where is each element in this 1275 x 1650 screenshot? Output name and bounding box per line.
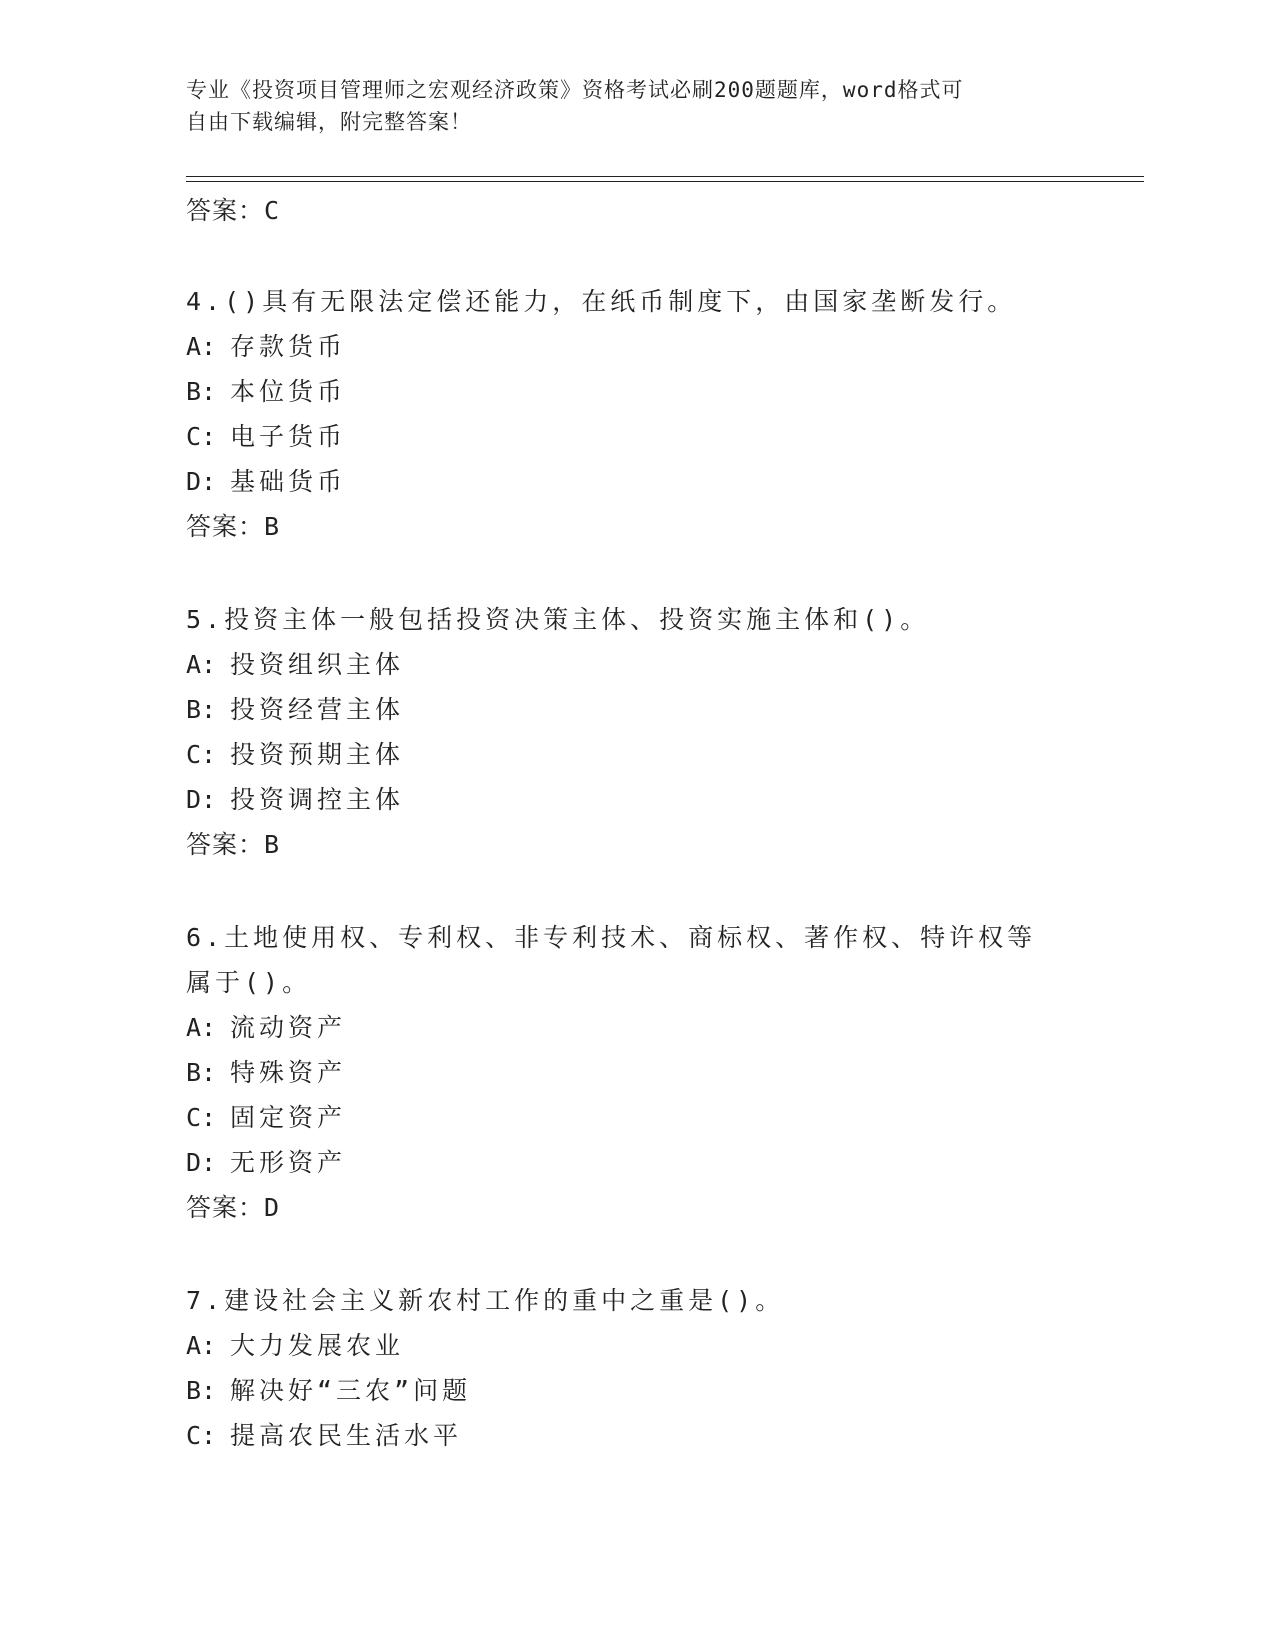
option-b: B: 解决好“三农”问题 <box>186 1376 472 1405</box>
option-a: A: 流动资产 <box>186 1013 347 1042</box>
option-c: C: 固定资产 <box>186 1103 347 1132</box>
question-4 <box>186 279 1086 549</box>
option-b: B: 投资经营主体 <box>186 695 405 724</box>
answer: 答案：B <box>186 830 281 859</box>
header-line-2: 自由下载编辑，附完整答案！ <box>186 110 472 134</box>
option-b: B: 特殊资产 <box>186 1058 347 1087</box>
header-divider-bottom <box>186 181 1144 182</box>
option-d: D: 无形资产 <box>186 1148 347 1177</box>
question-6 <box>186 915 1086 1230</box>
option-a: A: 存款货币 <box>186 332 347 361</box>
option-d: D: 基础货币 <box>186 467 347 496</box>
option-c: C: 电子货币 <box>186 422 347 451</box>
question-text: 7.建设社会主义新农村工作的重中之重是()。 <box>186 1286 785 1315</box>
question-text: 5.投资主体一般包括投资决策主体、投资实施主体和()。 <box>186 605 930 634</box>
option-c: C: 投资预期主体 <box>186 740 405 769</box>
option-a: A: 大力发展农业 <box>186 1331 405 1360</box>
option-a: A: 投资组织主体 <box>186 650 405 679</box>
question-text: 6.土地使用权、专利权、非专利技术、商标权、著作权、特许权等属于()。 <box>186 923 1037 997</box>
option-c: C: 提高农民生活水平 <box>186 1421 463 1450</box>
option-b: B: 本位货币 <box>186 377 347 406</box>
answer: 答案：D <box>186 1193 281 1222</box>
question-text: 4.()具有无限法定偿还能力，在纸币制度下，由国家垄断发行。 <box>186 287 1017 316</box>
header-divider-top <box>186 176 1144 177</box>
header-line-1: 专业《投资项目管理师之宏观经济政策》资格考试必刷200题题库，word格式可 <box>186 78 964 102</box>
answer: 答案：B <box>186 512 281 541</box>
document-header <box>186 74 1066 138</box>
question-5 <box>186 597 1086 867</box>
question-list <box>186 191 1086 1458</box>
option-d: D: 投资调控主体 <box>186 785 405 814</box>
previous-answer: 答案：C <box>186 196 281 225</box>
question-7 <box>186 1278 1086 1458</box>
